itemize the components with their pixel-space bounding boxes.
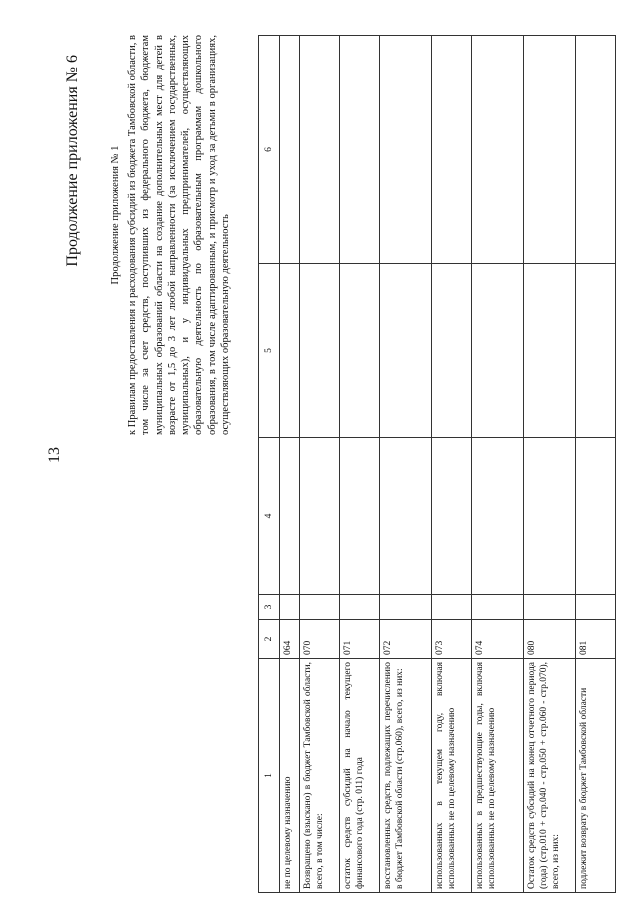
cell bbox=[380, 264, 432, 438]
row-label: не по целевому назначению bbox=[280, 659, 300, 893]
cell bbox=[576, 438, 616, 595]
table-row bbox=[300, 36, 340, 893]
cell bbox=[472, 36, 524, 264]
cell bbox=[524, 438, 576, 595]
cell bbox=[300, 36, 340, 264]
row-code: 081 bbox=[576, 620, 616, 659]
rules-description: к Правилам предоставления и расходования субсидий из бюджета Тамбовской области, в том числе за счет средств, поступивших из федерального бюджета, бюджетам муниципальных образований области на создание дополнительных мест для детей в возрасте от 1,5 до 3 лет любой направленности (за исключением государственных, муниципальных), и у индивидуальных предпринимателей, осуществляющих образовательную деятельность по образовательным программам дошкольного образования, в том числе адаптированным, и присмотр и уход за детьми в организациях, осуществляющих образовательную деятельность bbox=[127, 35, 232, 435]
cell bbox=[432, 595, 472, 620]
table-row bbox=[432, 36, 472, 893]
row-label: использованных в предшествующие годы, включая использованных не по целевому назначению bbox=[472, 659, 524, 893]
cell bbox=[576, 595, 616, 620]
row-code: 073 bbox=[432, 620, 472, 659]
cell bbox=[380, 595, 432, 620]
cell bbox=[524, 595, 576, 620]
cell bbox=[472, 438, 524, 595]
cell bbox=[524, 36, 576, 264]
header-cell-4: 4 bbox=[259, 438, 280, 595]
cell bbox=[472, 595, 524, 620]
table-row bbox=[472, 36, 524, 893]
row-label: использованных в текущем году, включая использованных не по целевому назначению bbox=[432, 659, 472, 893]
header-cell-3: 3 bbox=[259, 595, 280, 620]
cell bbox=[432, 438, 472, 595]
table-header-row bbox=[259, 36, 280, 893]
cell bbox=[472, 264, 524, 438]
cell bbox=[432, 36, 472, 264]
report-table bbox=[258, 35, 616, 893]
cell bbox=[380, 438, 432, 595]
appendix-title: Продолжение приложения № 6 bbox=[64, 55, 81, 267]
cell bbox=[280, 438, 300, 595]
header-cell-2: 2 bbox=[259, 620, 280, 659]
table-row bbox=[340, 36, 380, 893]
cell bbox=[380, 36, 432, 264]
row-label: Остаток средств субсидий на конец отчетного периода (года) (стр.010 + стр.040 - стр.050 + стр.060 - стр.070), всего, из них: bbox=[524, 659, 576, 893]
cell bbox=[300, 595, 340, 620]
row-code: 072 bbox=[380, 620, 432, 659]
header-cell-6: 6 bbox=[259, 36, 280, 264]
header-cell-1: 1 bbox=[259, 659, 280, 893]
row-code: 070 bbox=[300, 620, 340, 659]
cell bbox=[340, 438, 380, 595]
row-label: Возвращено (взыскано) в бюджет Тамбовской области, всего, в том числе: bbox=[300, 659, 340, 893]
cell bbox=[300, 438, 340, 595]
table-row bbox=[524, 36, 576, 893]
cell bbox=[280, 264, 300, 438]
cell bbox=[524, 264, 576, 438]
cell bbox=[340, 595, 380, 620]
cell bbox=[340, 264, 380, 438]
cell bbox=[432, 264, 472, 438]
row-label: остаток средств субсидий на начало текущего финансового года (стр. 011) года bbox=[340, 659, 380, 893]
table-row bbox=[576, 36, 616, 893]
table-row bbox=[380, 36, 432, 893]
cell bbox=[576, 36, 616, 264]
row-code: 074 bbox=[472, 620, 524, 659]
cell bbox=[280, 36, 300, 264]
appendix-subtitle: Продолжение приложения № 1 bbox=[110, 145, 121, 285]
row-label: восстановленных средств, подлежащих перечислению в бюджет Тамбовской области (стр.060), всего, из них: bbox=[380, 659, 432, 893]
row-code: 064 bbox=[280, 620, 300, 659]
row-code: 080 bbox=[524, 620, 576, 659]
cell bbox=[280, 595, 300, 620]
row-code: 071 bbox=[340, 620, 380, 659]
cell bbox=[300, 264, 340, 438]
cell bbox=[340, 36, 380, 264]
row-label: подлежит возврату в бюджет Тамбовской области bbox=[576, 659, 616, 893]
table-row bbox=[280, 36, 300, 893]
page-number: 13 bbox=[46, 447, 63, 463]
header-cell-5: 5 bbox=[259, 264, 280, 438]
cell bbox=[576, 264, 616, 438]
